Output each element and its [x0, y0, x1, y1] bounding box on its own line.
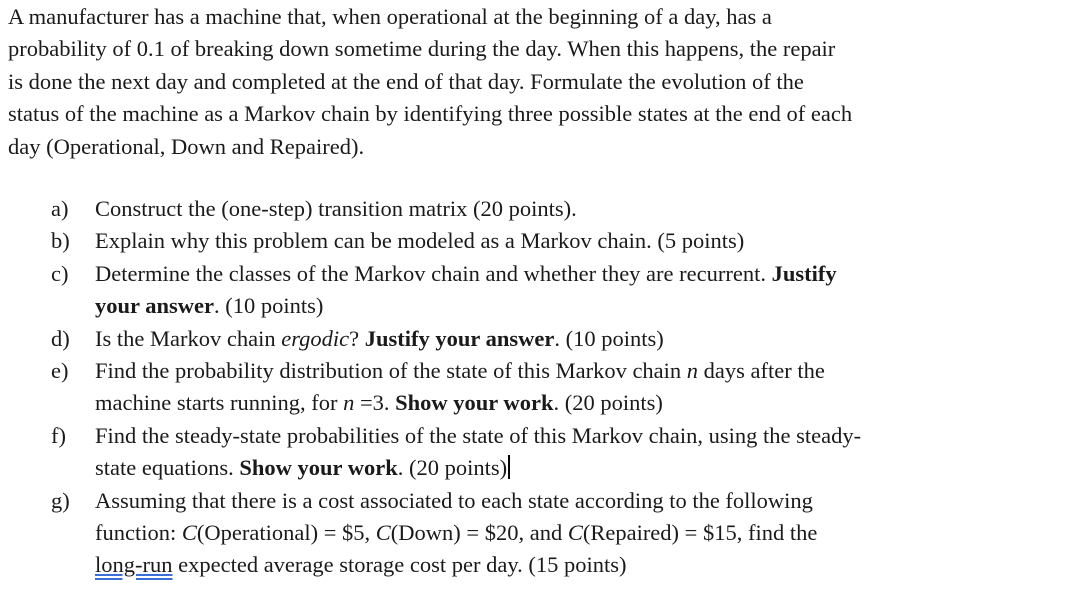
text-cursor — [508, 455, 510, 479]
question-text: Explain why this problem can be modeled as a Markov chain. (5 points) — [95, 228, 745, 254]
question-label: b) — [51, 228, 70, 254]
question-text-line: long-run expected average storage cost per day. (15 points) — [95, 552, 627, 578]
question-e — [0, 355, 1074, 420]
emphasis: Show your work — [395, 390, 554, 416]
question-label: d) — [51, 325, 70, 351]
question-text-line: Find the probability distribution of the state of this Markov chain n days after the — [95, 358, 825, 384]
variable-n: n — [686, 358, 699, 384]
emphasis: Justify your answer — [364, 325, 555, 351]
question-label: f) — [51, 422, 66, 448]
question-label: g) — [51, 487, 70, 513]
emphasis: your answer — [95, 293, 214, 319]
intro-line: probability of 0.1 of breaking down sometime during the day. When this happens, the repair — [8, 36, 836, 62]
question-label: c) — [51, 260, 69, 286]
intro-line: A manufacturer has a machine that, when operational at the beginning of a day, has a — [8, 4, 772, 29]
question-text-line: Assuming that there is a cost associated to each state according to the following — [95, 487, 813, 513]
variable-n: n — [343, 390, 355, 416]
question-d — [0, 323, 1074, 355]
question-label: e) — [51, 358, 69, 384]
emphasis: Show your work — [239, 455, 398, 481]
emphasis: Justify — [771, 260, 837, 286]
question-text-line: function: C(Operational) = $5, C(Down) = $20, and C(Repaired) = $15, find the — [95, 520, 818, 546]
question-list — [0, 193, 1074, 582]
problem-statement — [8, 1, 1048, 163]
intro-line: status of the machine as a Markov chain by identifying three possible states at the end of each — [8, 101, 853, 127]
question-text: Construct the (one-step) transition matrix (20 points). — [95, 196, 577, 221]
italic-term: ergodic — [281, 325, 350, 351]
question-c — [0, 258, 1074, 323]
question-a — [0, 193, 1074, 225]
question-text-line: your answer. (10 points) — [95, 293, 324, 319]
spellcheck-underline: long-run — [95, 552, 173, 578]
question-text-line: machine starts running, for n =3. Show your work. (20 points) — [95, 390, 663, 416]
question-b — [0, 225, 1074, 257]
question-g — [0, 485, 1074, 582]
intro-line: is done the next day and completed at the end of that day. Formulate the evolution of the — [8, 68, 804, 94]
question-f — [0, 420, 1074, 485]
question-text-line: state equations. Show your work. (20 points) — [95, 452, 1074, 484]
question-label: a) — [51, 196, 69, 221]
question-text-line: Determine the classes of the Markov chain and whether they are recurrent. Justify — [95, 260, 837, 286]
intro-line: day (Operational, Down and Repaired). — [8, 133, 365, 159]
question-text-line: Find the steady-state probabilities of the state of this Markov chain, using the steady- — [95, 422, 862, 448]
question-text-line: Is the Markov chain ergodic? Justify your answer. (10 points) — [95, 325, 664, 351]
